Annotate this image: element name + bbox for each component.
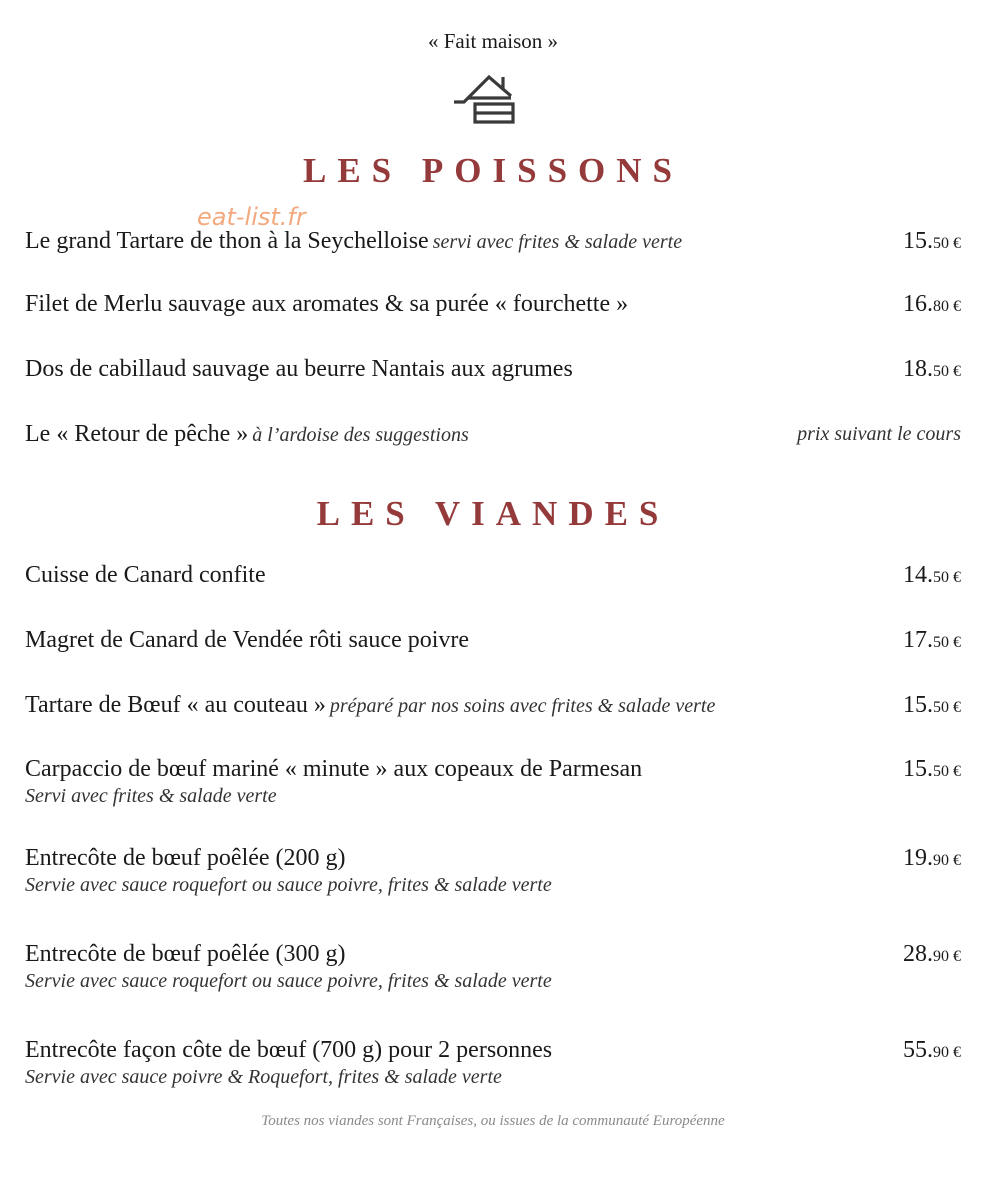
menu-item (25, 289, 961, 319)
footer-note: Toutes nos viandes sont Françaises, ou issues de la communauté Européenne (261, 1113, 725, 1129)
item-description: Servi avec frites & salade verte (25, 785, 277, 807)
item-price: 28.90 € (903, 941, 961, 967)
item-name: Tartare de Bœuf « au couteau » (25, 692, 326, 718)
watermark: eat-list.fr (197, 203, 306, 231)
item-name: Entrecôte de bœuf poêlée (300 g) (25, 941, 346, 967)
item-description: Servie avec sauce roquefort ou sauce poivre, frites & salade verte (25, 874, 552, 896)
item-description: Servie avec sauce poivre & Roquefort, frites & salade verte (25, 1066, 502, 1088)
item-price: 15.50 € (903, 756, 961, 782)
menu-item (25, 690, 961, 720)
item-price: 15.50 € (903, 692, 961, 718)
menu-item (25, 843, 961, 897)
item-price: 19.90 € (903, 845, 961, 871)
menu-item (25, 560, 961, 590)
item-name: Filet de Merlu sauvage aux aromates & sa purée « fourchette » (25, 291, 629, 317)
item-name: Dos de cabillaud sauvage au beurre Nantais aux agrumes (25, 356, 573, 382)
menu-item (25, 754, 961, 808)
item-price: 16.80 € (903, 291, 961, 317)
item-name: Le grand Tartare de thon à la Seychelloise (25, 228, 429, 254)
item-name: Entrecôte façon côte de bœuf (700 g) pour 2 personnes (25, 1037, 553, 1063)
item-price: 17.50 € (903, 627, 961, 653)
item-name: Entrecôte de bœuf poêlée (200 g) (25, 845, 346, 871)
fait-maison-label: « Fait maison » (427, 29, 559, 53)
menu-item (25, 354, 961, 384)
house-icon (453, 72, 521, 126)
item-name: Carpaccio de bœuf mariné « minute » aux copeaux de Parmesan (25, 756, 643, 782)
item-price: prix suivant le cours (797, 423, 961, 445)
item-name: Cuisse de Canard confite (25, 562, 266, 588)
item-price: 15.50 € (903, 228, 961, 254)
section-title-poissons: LES POISSONS (302, 151, 684, 190)
item-description: préparé par nos soins avec frites & salade verte (329, 695, 716, 717)
item-description: servi avec frites & salade verte (432, 231, 683, 253)
menu-item (25, 939, 961, 993)
section-title-viandes: LES VIANDES (316, 494, 670, 533)
menu-item (25, 1035, 961, 1089)
item-description: à l’ardoise des suggestions (252, 424, 469, 446)
item-price: 18.50 € (903, 356, 961, 382)
item-price: 55.90 € (903, 1037, 961, 1063)
item-description: Servie avec sauce roquefort ou sauce poivre, frites & salade verte (25, 970, 552, 992)
menu-item (25, 625, 961, 655)
item-price: 14.50 € (903, 562, 961, 588)
menu-item (25, 419, 961, 449)
menu-item (25, 226, 961, 256)
item-name: Le « Retour de pêche » (25, 421, 249, 447)
item-name: Magret de Canard de Vendée rôti sauce poivre (25, 627, 470, 653)
